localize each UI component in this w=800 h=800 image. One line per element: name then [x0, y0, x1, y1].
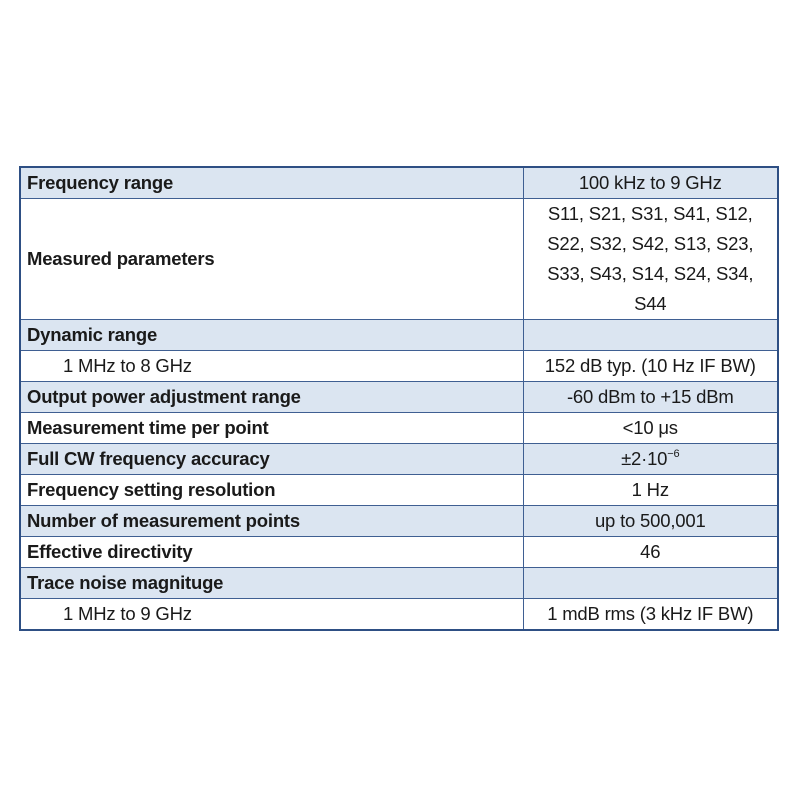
row-label: Output power adjustment range — [20, 382, 523, 413]
row-value — [523, 444, 778, 475]
value-line: S11, S21, S31, S41, S12, — [547, 203, 753, 224]
table-row — [20, 413, 778, 444]
row-label: Measured parameters — [20, 199, 523, 320]
row-value: 46 — [523, 537, 778, 568]
row-label: Measurement time per point — [20, 413, 523, 444]
row-value: 1 mdB rms (3 kHz IF BW) — [523, 599, 778, 631]
row-value-multiline — [523, 199, 778, 320]
value-line: S33, S43, S14, S24, S34, — [547, 263, 754, 284]
row-value: 100 kHz to 9 GHz — [523, 167, 778, 199]
row-value — [523, 568, 778, 599]
row-label: Full CW frequency accuracy — [20, 444, 523, 475]
row-value: <10 μs — [523, 413, 778, 444]
value-base: ±2·10 — [621, 448, 668, 469]
row-label: Trace noise magnituge — [20, 568, 523, 599]
table-row — [20, 568, 778, 599]
row-value: -60 dBm to +15 dBm — [523, 382, 778, 413]
table-row — [20, 506, 778, 537]
specifications-table — [19, 166, 779, 631]
row-label: Frequency range — [20, 167, 523, 199]
value-line: S44 — [634, 293, 667, 314]
value-exponent: −6 — [667, 448, 680, 460]
table-row — [20, 167, 778, 199]
row-label: Effective directivity — [20, 537, 523, 568]
value-line: S22, S32, S42, S13, S23, — [547, 233, 754, 254]
row-label: Dynamic range — [20, 320, 523, 351]
row-label: Number of measurement points — [20, 506, 523, 537]
table-row — [20, 351, 778, 382]
row-label: Frequency setting resolution — [20, 475, 523, 506]
row-value: 1 Hz — [523, 475, 778, 506]
table-row — [20, 320, 778, 351]
row-value: 152 dB typ. (10 Hz IF BW) — [523, 351, 778, 382]
table-row — [20, 444, 778, 475]
table-row — [20, 599, 778, 631]
row-sublabel: 1 MHz to 8 GHz — [20, 351, 523, 382]
table-row — [20, 537, 778, 568]
row-value — [523, 320, 778, 351]
row-sublabel: 1 MHz to 9 GHz — [20, 599, 523, 631]
table-row — [20, 199, 778, 320]
table-row — [20, 475, 778, 506]
table-row — [20, 382, 778, 413]
row-value: up to 500,001 — [523, 506, 778, 537]
